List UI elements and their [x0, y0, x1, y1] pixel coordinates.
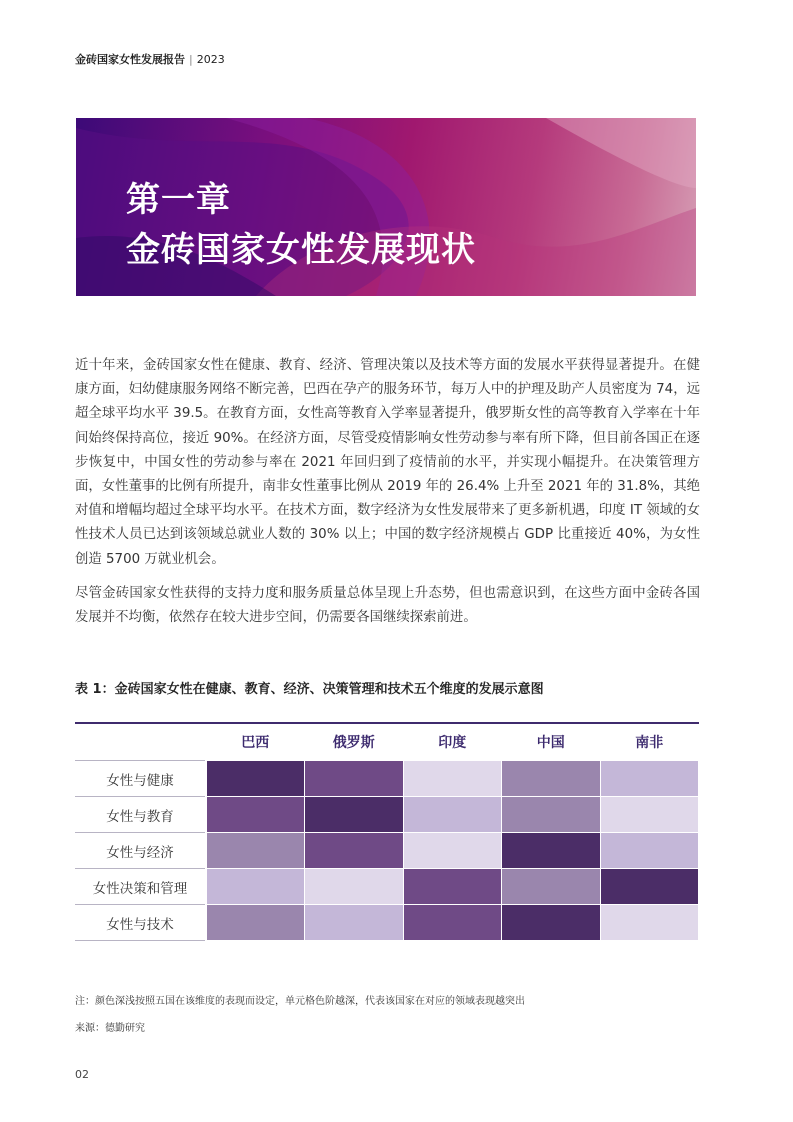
table-row — [75, 905, 699, 941]
heat-cell — [502, 869, 601, 905]
heat-cell — [206, 905, 305, 941]
heat-cell — [305, 833, 404, 869]
table-row — [75, 833, 699, 869]
chapter-number: 第一章 — [126, 180, 231, 220]
heat-cell — [206, 833, 305, 869]
heat-cell — [305, 761, 404, 797]
row-label: 女性与技术 — [75, 905, 206, 941]
development-heatmap-table — [75, 722, 699, 941]
report-year: 2023 — [196, 53, 225, 66]
row-label: 女性决策和管理 — [75, 869, 206, 905]
heat-cell — [403, 833, 502, 869]
column-header: 南非 — [600, 723, 699, 761]
row-label: 女性与健康 — [75, 761, 206, 797]
body-paragraph-2: 尽管金砖国家女性获得的支持力度和服务质量总体呈现上升态势，但也需意识到，在这些方面中金砖各国发展并不均衡，依然存在较大进步空间，仍需要各国继续探索前进。 — [75, 586, 700, 626]
report-title: 金砖国家女性发展报告 — [75, 53, 185, 66]
heat-cell — [600, 869, 699, 905]
table-source: 来源：德勤研究 — [75, 1023, 145, 1034]
body-paragraph-1: 近十年来，金砖国家女性在健康、教育、经济、管理决策以及技术等方面的发展水平获得显著提升。在健康方面，妇幼健康服务网络不断完善，巴西在孕产的服务环节，每万人中的护理及助产人员密度为 74，远超全球平均水平 39.5。在教育方面，女性高等教育入学率显著提升，俄罗斯女性的高等教育入学率在十年间始终保持高位，接近 90%。在经济方面，尽管受疫情影响女性劳动参与率有所下降，但目前各国正在逐步恢复中，中国女性的劳动参与率在 2021 年回归到了疫情前的水平，并实现小幅提升。在决策管理方面，女性董事的比例有所提升，南非女性董事比例从 2019 年的 26.4% 上升至 2021 年的 31.8%，其绝对值和增幅均超过全球平均水平。在技术方面，数字经济为女性发展带来了更多新机遇，印度 IT 领域的女性技术人员已达到该领域总就业人数的 30% 以上；中国的数字经济规模占 GDP 比重接近 40%，为女性创造 5700 万就业机会。 — [75, 358, 700, 567]
heat-cell — [403, 761, 502, 797]
table-corner-cell — [75, 723, 206, 761]
column-header: 巴西 — [206, 723, 305, 761]
heat-cell — [403, 905, 502, 941]
heat-cell — [206, 869, 305, 905]
heat-cell — [206, 797, 305, 833]
heat-cell — [502, 905, 601, 941]
table-row — [75, 869, 699, 905]
column-header: 印度 — [403, 723, 502, 761]
heat-cell — [305, 869, 404, 905]
heat-cell — [600, 905, 699, 941]
table-row — [75, 797, 699, 833]
table-caption: 表 1：金砖国家女性在健康、教育、经济、决策管理和技术五个维度的发展示意图 — [75, 682, 544, 697]
heat-cell — [600, 761, 699, 797]
header-separator: | — [189, 53, 193, 66]
heat-cell — [600, 833, 699, 869]
row-label: 女性与经济 — [75, 833, 206, 869]
row-label: 女性与教育 — [75, 797, 206, 833]
chapter-title: 金砖国家女性发展现状 — [126, 230, 476, 270]
heat-cell — [502, 797, 601, 833]
table-row — [75, 761, 699, 797]
column-header: 中国 — [502, 723, 601, 761]
table-header-row — [75, 723, 699, 761]
heat-cell — [600, 797, 699, 833]
heat-cell — [305, 797, 404, 833]
heat-cell — [502, 833, 601, 869]
heat-cell — [403, 797, 502, 833]
column-header: 俄罗斯 — [305, 723, 404, 761]
heat-cell — [502, 761, 601, 797]
heat-cell — [305, 905, 404, 941]
table-note: 注：颜色深浅按照五国在该维度的表现而设定，单元格色阶越深，代表该国家在对应的领域表现越突出 — [75, 996, 525, 1007]
heat-cell — [206, 761, 305, 797]
page-number: 02 — [75, 1068, 89, 1081]
heat-cell — [403, 869, 502, 905]
running-header — [75, 51, 225, 67]
chapter-banner — [76, 118, 696, 296]
